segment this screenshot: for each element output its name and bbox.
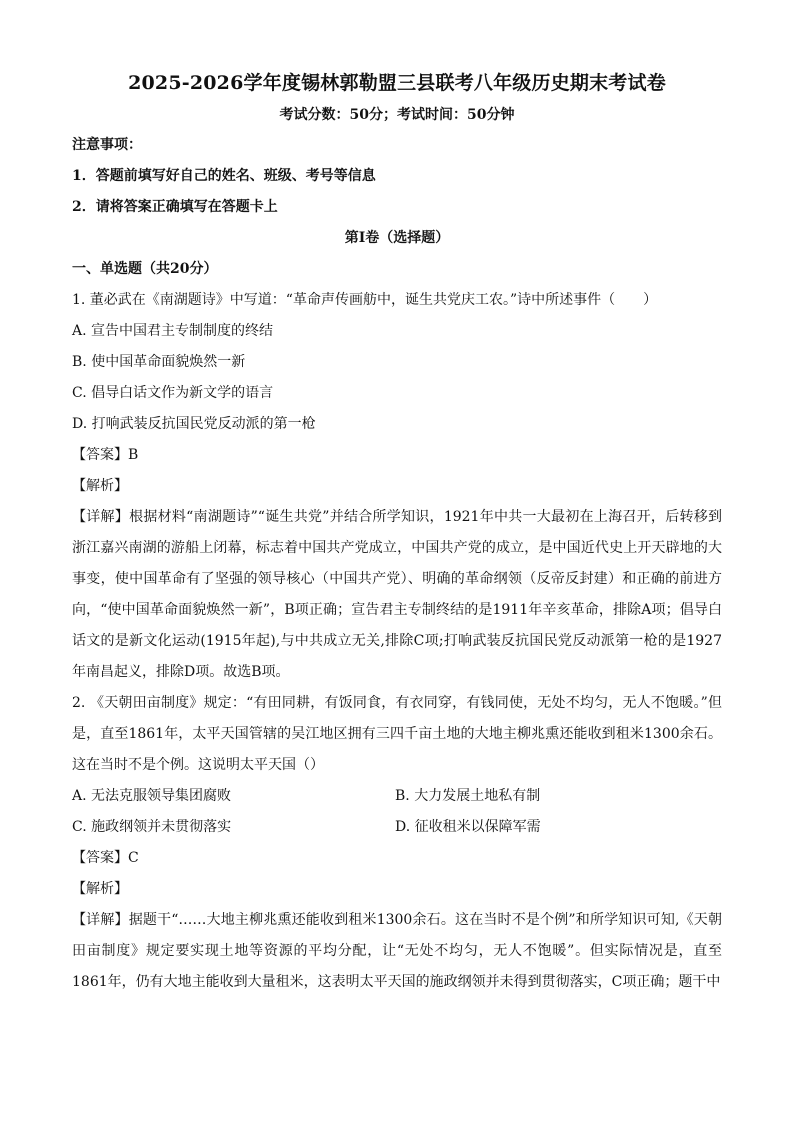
note-item: 2．请将答案正确填写在答题卡上 bbox=[72, 199, 278, 215]
exam-title: 2025-2026学年度锡林郭勒盟三县联考八年级历史期末考试卷 bbox=[128, 72, 666, 94]
option-d: D. 打响武装反抗国民党反动派的第一枪 bbox=[72, 416, 316, 432]
option-c: C. 倡导白话文作为新文学的语言 bbox=[72, 385, 274, 401]
notes-heading: 注意事项： bbox=[72, 137, 142, 153]
option-row bbox=[72, 812, 722, 843]
answer-line: 【答案】B bbox=[72, 447, 139, 463]
volume-heading: 第I卷（选择题） bbox=[344, 230, 450, 246]
analysis-label: 【解析】 bbox=[72, 478, 128, 494]
detail-paragraph: 【详解】据题干“……大地主柳兆熏还能收到租米1300余石。这在当时不是个例”和所学知识可知,《天朝田亩制度》规定要实现土地等资源的平均分配，让“无处不均匀，无人不饱暖”。但实际情况是，直至1861年，仍有大地主能收到大量租米，这表明太平天国的施政纲领并未得到贯彻落实，C项正确；题干中 bbox=[72, 912, 722, 990]
option-row bbox=[72, 781, 722, 812]
detail-paragraph: 【详解】根据材料“南湖题诗”“诞生共党”并结合所学知识，1921年中共一大最初在上海召开，后转移到浙江嘉兴南湖的游船上闭幕，标志着中国共产党成立，中国共产党的成立，是中国近代史上开天辟地的大事变，使中国革命有了坚强的领导核心（中国共产党）、明确的革命纲领（反帝反封建）和正确的前进方向，“使中国革命面貌焕然一新”，B项正确；宣告君主专制终结的是1911年辛亥革命，排除A项；倡导白话文的是新文化运动(1915年起),与中共成立无关,排除C项;打响武装反抗国民党反动派第一枪的是1927年南昌起义，排除D项。故选B项。 bbox=[72, 509, 722, 680]
analysis-label: 【解析】 bbox=[72, 881, 128, 897]
option-a: A. 无法克服领导集团腐败 bbox=[72, 788, 232, 804]
answer-line: 【答案】C bbox=[72, 850, 139, 866]
option-a: A. 宣告中国君主专制制度的终结 bbox=[72, 323, 274, 339]
question-stem: 1. 董必武在《南湖题诗》中写道：“革命声传画舫中，诞生共党庆工农。”诗中所述事件（ ） bbox=[72, 292, 658, 308]
note-item: 1．答题前填写好自己的姓名、班级、考号等信息 bbox=[72, 168, 376, 184]
exam-subtitle: 考试分数：50分；考试时间：50分钟 bbox=[279, 107, 515, 123]
option-b: B. 使中国革命面貌焕然一新 bbox=[72, 354, 246, 370]
option-c: C. 施政纲领并未贯彻落实 bbox=[72, 819, 232, 835]
exam-page bbox=[72, 68, 722, 998]
question-stem: 2. 《天朝田亩制度》规定：“有田同耕，有饭同食，有衣同穿，有钱同使，无处不均匀，无人不饱暖。”但是，直至1861年，太平天国管辖的吴江地区拥有三四千亩土地的大地主柳兆熏还能收到租米1300余石。这在当时不是个例。这说明太平天国（） bbox=[72, 695, 722, 773]
option-b: B. 大力发展土地私有制 bbox=[395, 788, 541, 804]
option-d: D. 征收租米以保障军需 bbox=[395, 819, 541, 835]
part-heading: 一、单选题（共20分） bbox=[72, 261, 218, 277]
